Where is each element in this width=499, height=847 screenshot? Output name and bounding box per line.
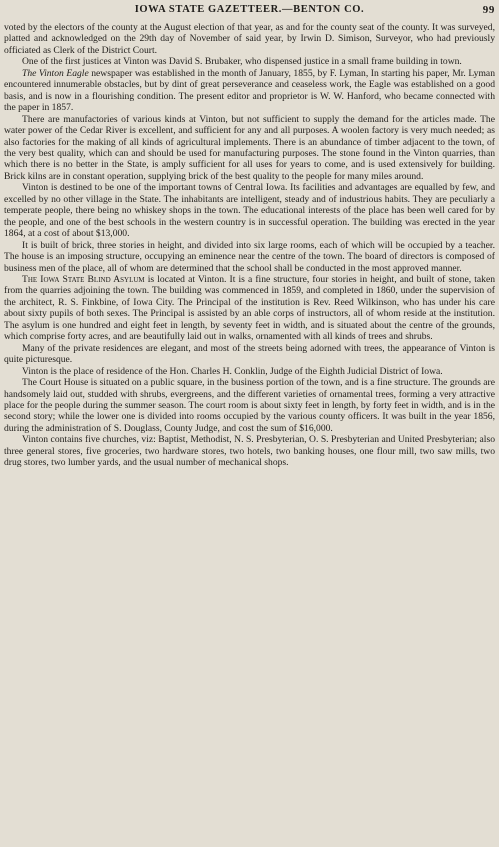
paragraph-school-building: It is built of brick, three stories in height, and divided into six large rooms, each of which will be occupied by a teacher. The house is an imposing structure, occupying an eminence near the centre of the town. The board of directors is composed of business men of the place, all of whom are determined that the school shall be conducted in the most approved manner.	[4, 239, 495, 274]
asylum-name: The Iowa State Blind Asylum	[22, 273, 145, 285]
paragraph-destiny: Vinton is destined to be one of the important towns of Central Iowa. Its facilities and advantages are equalled by few, and excelled by no other village in the State. The inhabitants are intelligent, steady and of industrious habits. They are peculiarly a temperate people, there being no whiskey shops in the town. The educational interests of the place has been well cared for by the people, and one of the best schools in the western country is in successful operation. The building was erected in the year 1864, at a cost of about $13,000.	[4, 182, 495, 240]
paragraph-churches-businesses: Vinton contains five churches, viz: Baptist, Methodist, N. S. Presbyterian, O. S. Presbyterian and United Presbyterian; also three general stores, five groceries, two hardware stores, two hotels, two banking houses, one flour mill, two saw mills, two drug stores, two lumber yards, and the usual number of mechanical shops.	[4, 434, 495, 469]
page-number: 99	[482, 4, 495, 16]
running-header	[4, 4, 495, 18]
paragraph-vinton-eagle: The Vinton Eagle newspaper was established in the month of January, 1855, by F. Lyman, In starting his paper, Mr. Lyman encountered innumerable obstacles, but by dint of great perseverance and ceaseless work, the Eagle was established on a good basis, and is now in a flourishing condition. The present editor and proprietor is W. W. Hanford, who became connected with the paper in 1857.	[4, 67, 495, 114]
paragraph-manufactories: There are manufactories of various kinds at Vinton, but not sufficient to supply the demand for the articles made. The water power of the Cedar River is excellent, and sufficient for any and all purposes. A woolen factory is very much needed; as also factories for the making of all kinds of agricultural implements. There is an abundance of timber adjacent to the town, of the very best quality, which can and should be used for manufacturing purposes. The stone found in the Vinton quarries, than which there is no better in the State, is amply sufficient for all uses for years to come, and is used extensively for building. Brick kilns are in constant operation, supplying brick of the best quality to the people for many miles around.	[4, 113, 495, 182]
paragraph-judge: Vinton is the place of residence of the Hon. Charles H. Conklin, Judge of the Eighth Judicial District of Iowa.	[22, 365, 443, 377]
article-body	[4, 22, 495, 469]
paragraph-court-house: The Court House is situated on a public square, in the business portion of the town, and is a fine structure. The grounds are handsomely laid out, studded with shrubs, evergreens, and the different varieties of ornamental trees, forming a very attractive place for the people during the summer season. The court room is about sixty feet in length, by forty feet in width, and is in the second story; while the lower one is divided into rooms occupied by the various county officers. It was built in the year 1856, during the administration of S. Douglass, County Judge, and cost the sum of $16,000.	[4, 377, 495, 434]
paragraph-first-justice: One of the first justices at Vinton was David S. Brubaker, who dispensed justice in a small frame building in town.	[22, 56, 462, 68]
paragraph-blind-asylum: The Iowa State Blind Asylum is located at Vinton. It is a fine structure, four stories in height, and built of stone, taken from the quarries adjoining the town. The building was commenced in 1859, and completed in 1860, under the supervision of the architect, R. S. Finkbine, of Iowa City. The Principal of the institution is Rev. Reed Wilkinson, who has under his care about sixty pupils of both sexes. The Principal is assisted by an able corps of instructors, all of whom reside at the institution. The asylum is one hundred and eight feet in length, by seventy feet in width, and is situated about the centre of the grounds, which comprise forty acres, and are beautifully laid out in walks, ornamented with all kinds of trees and shrubs.	[4, 273, 495, 343]
paragraph-residences: Many of the private residences are elegant, and most of the streets being adorned with trees, the appearance of Vinton is quite picturesque.	[4, 342, 495, 366]
newspaper-name: The Vinton Eagle	[22, 67, 89, 79]
paragraph-county-seat: voted by the electors of the county at the August election of that year, as and for the county seat of the county. It was surveyed, platted and acknowledged on the 29th day of November of said year, by Irwin D. Simison, Surveyor, who had previously officiated as Clerk of the District Court.	[4, 22, 495, 56]
running-title: IOWA STATE GAZETTEER.—BENTON CO.	[134, 4, 365, 15]
